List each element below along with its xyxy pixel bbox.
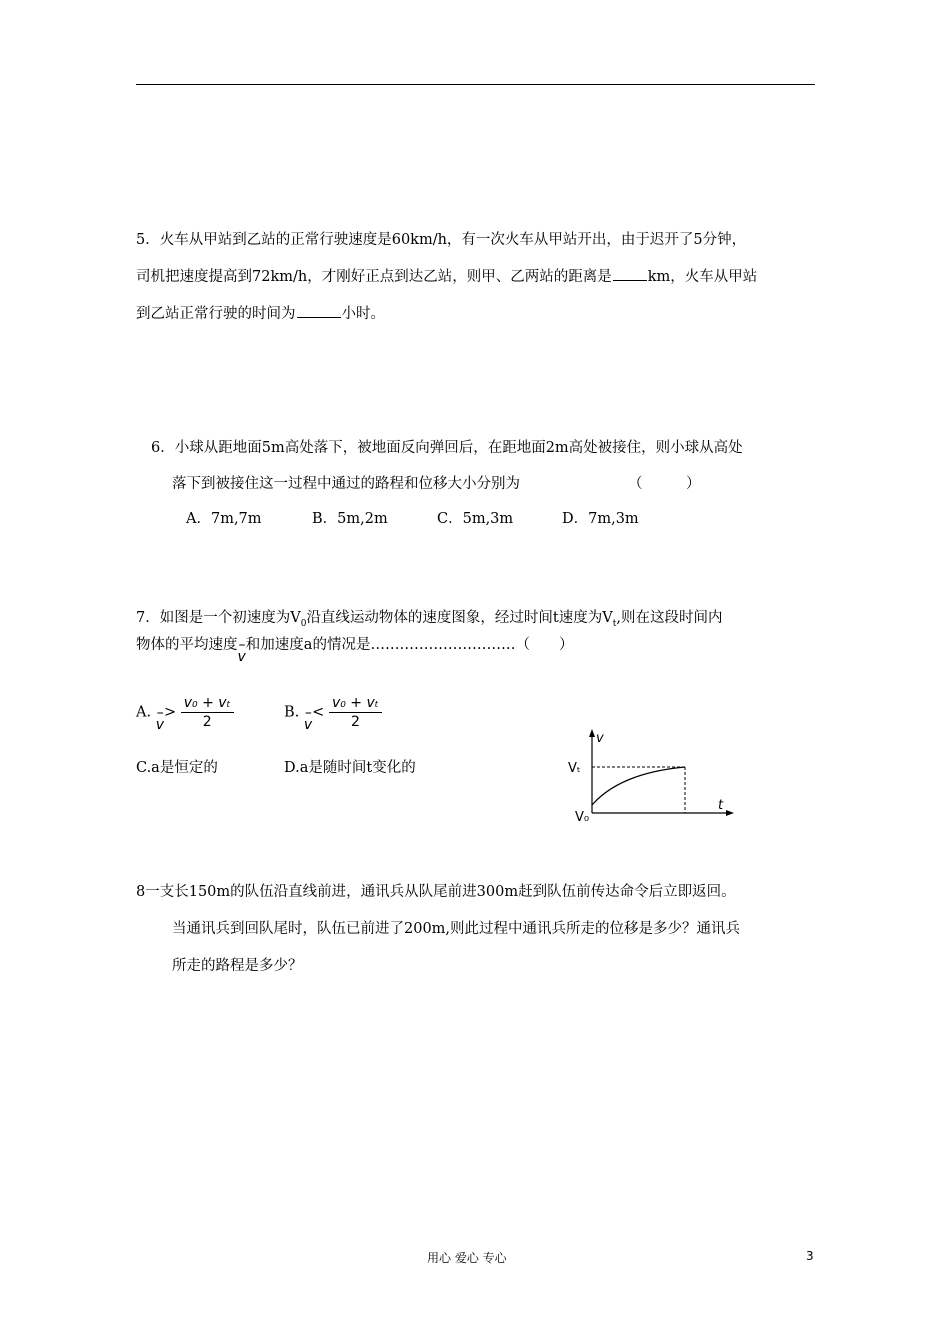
vt-label: Vₜ	[568, 761, 581, 776]
y-axis-arrow	[589, 729, 595, 737]
q5-blank-time	[297, 316, 341, 318]
q5-line2: 司机把速度提高到72km/h，才刚好正点到达乙站，则甲、乙两站的距离是 km，火车从甲站	[136, 269, 758, 285]
velocity-average-fraction: $\frac{\text{v₀ + vₜ}}{2}$	[329, 694, 382, 731]
mean-velocity-symbol: – v	[156, 717, 164, 733]
q6-line1: 6．小球从距地面5m高处落下，被地面反向弹回后，在距地面2m高处被接住，则小球从高处	[151, 440, 743, 456]
header-rule	[136, 84, 815, 85]
x-axis-arrow	[726, 810, 734, 816]
mean-velocity-symbol: – v	[238, 649, 246, 665]
q5-line3: 到乙站正常行驶的时间为 小时。	[136, 306, 385, 322]
footer-motto: 用心 爱心 专心	[427, 1251, 507, 1265]
q6-option-a: A．7m,7m	[186, 511, 262, 527]
q7-line2: 物体的平均速度– v和加速度a的情况是…………………………（ ）	[136, 633, 573, 665]
q5-line1: 5．火车从甲站到乙站的正常行驶速度是60km/h，有一次火车从甲站开出，由于迟开了5分钟，	[136, 232, 747, 248]
q7-option-b: B. – v< $\frac{\text{v₀ + vₜ}}{2}$	[284, 694, 382, 733]
q7-option-a: A. – v> $\frac{\text{v₀ + vₜ}}{2}$	[136, 694, 234, 733]
q8-line1: 8一支长150m的队伍沿直线前进，通讯兵从队尾前进300m赶到队伍前传达命令后立即返回。	[136, 884, 736, 900]
q6-line2: 落下到被接住这一过程中通过的路程和位移大小分别为	[172, 476, 520, 492]
q8-line2: 当通讯兵到回队尾时，队伍已前进了200m,则此过程中通讯兵所走的位移是多少？通讯兵	[172, 921, 741, 937]
q7-option-d: D.a是随时间t变化的	[284, 760, 416, 776]
t-axis-label: t	[718, 798, 724, 813]
q5-blank-distance	[613, 279, 647, 281]
q7-line1: 7．如图是一个初速度为$V_0$沿直线运动物体的速度图象，经过时间t速度为$V_t$,则在这段时间内	[136, 610, 723, 629]
mean-velocity-symbol: – v	[304, 717, 312, 733]
q7-option-c: C.a是恒定的	[136, 760, 218, 776]
q6-answer-bracket: （ ）	[628, 476, 701, 492]
v-axis-label: v	[596, 731, 604, 746]
q6-option-d: D．7m,3m	[562, 511, 639, 527]
velocity-time-graph	[560, 725, 740, 825]
velocity-average-fraction: $\frac{\text{v₀ + vₜ}}{2}$	[181, 694, 234, 731]
page-number: 3	[806, 1249, 814, 1263]
q6-option-c: C．5m,3m	[437, 511, 514, 527]
q8-line3: 所走的路程是多少？	[172, 958, 303, 974]
velocity-curve	[592, 767, 685, 805]
q6-option-b: B．5m,2m	[312, 511, 388, 527]
v0-label: V₀	[575, 810, 590, 825]
